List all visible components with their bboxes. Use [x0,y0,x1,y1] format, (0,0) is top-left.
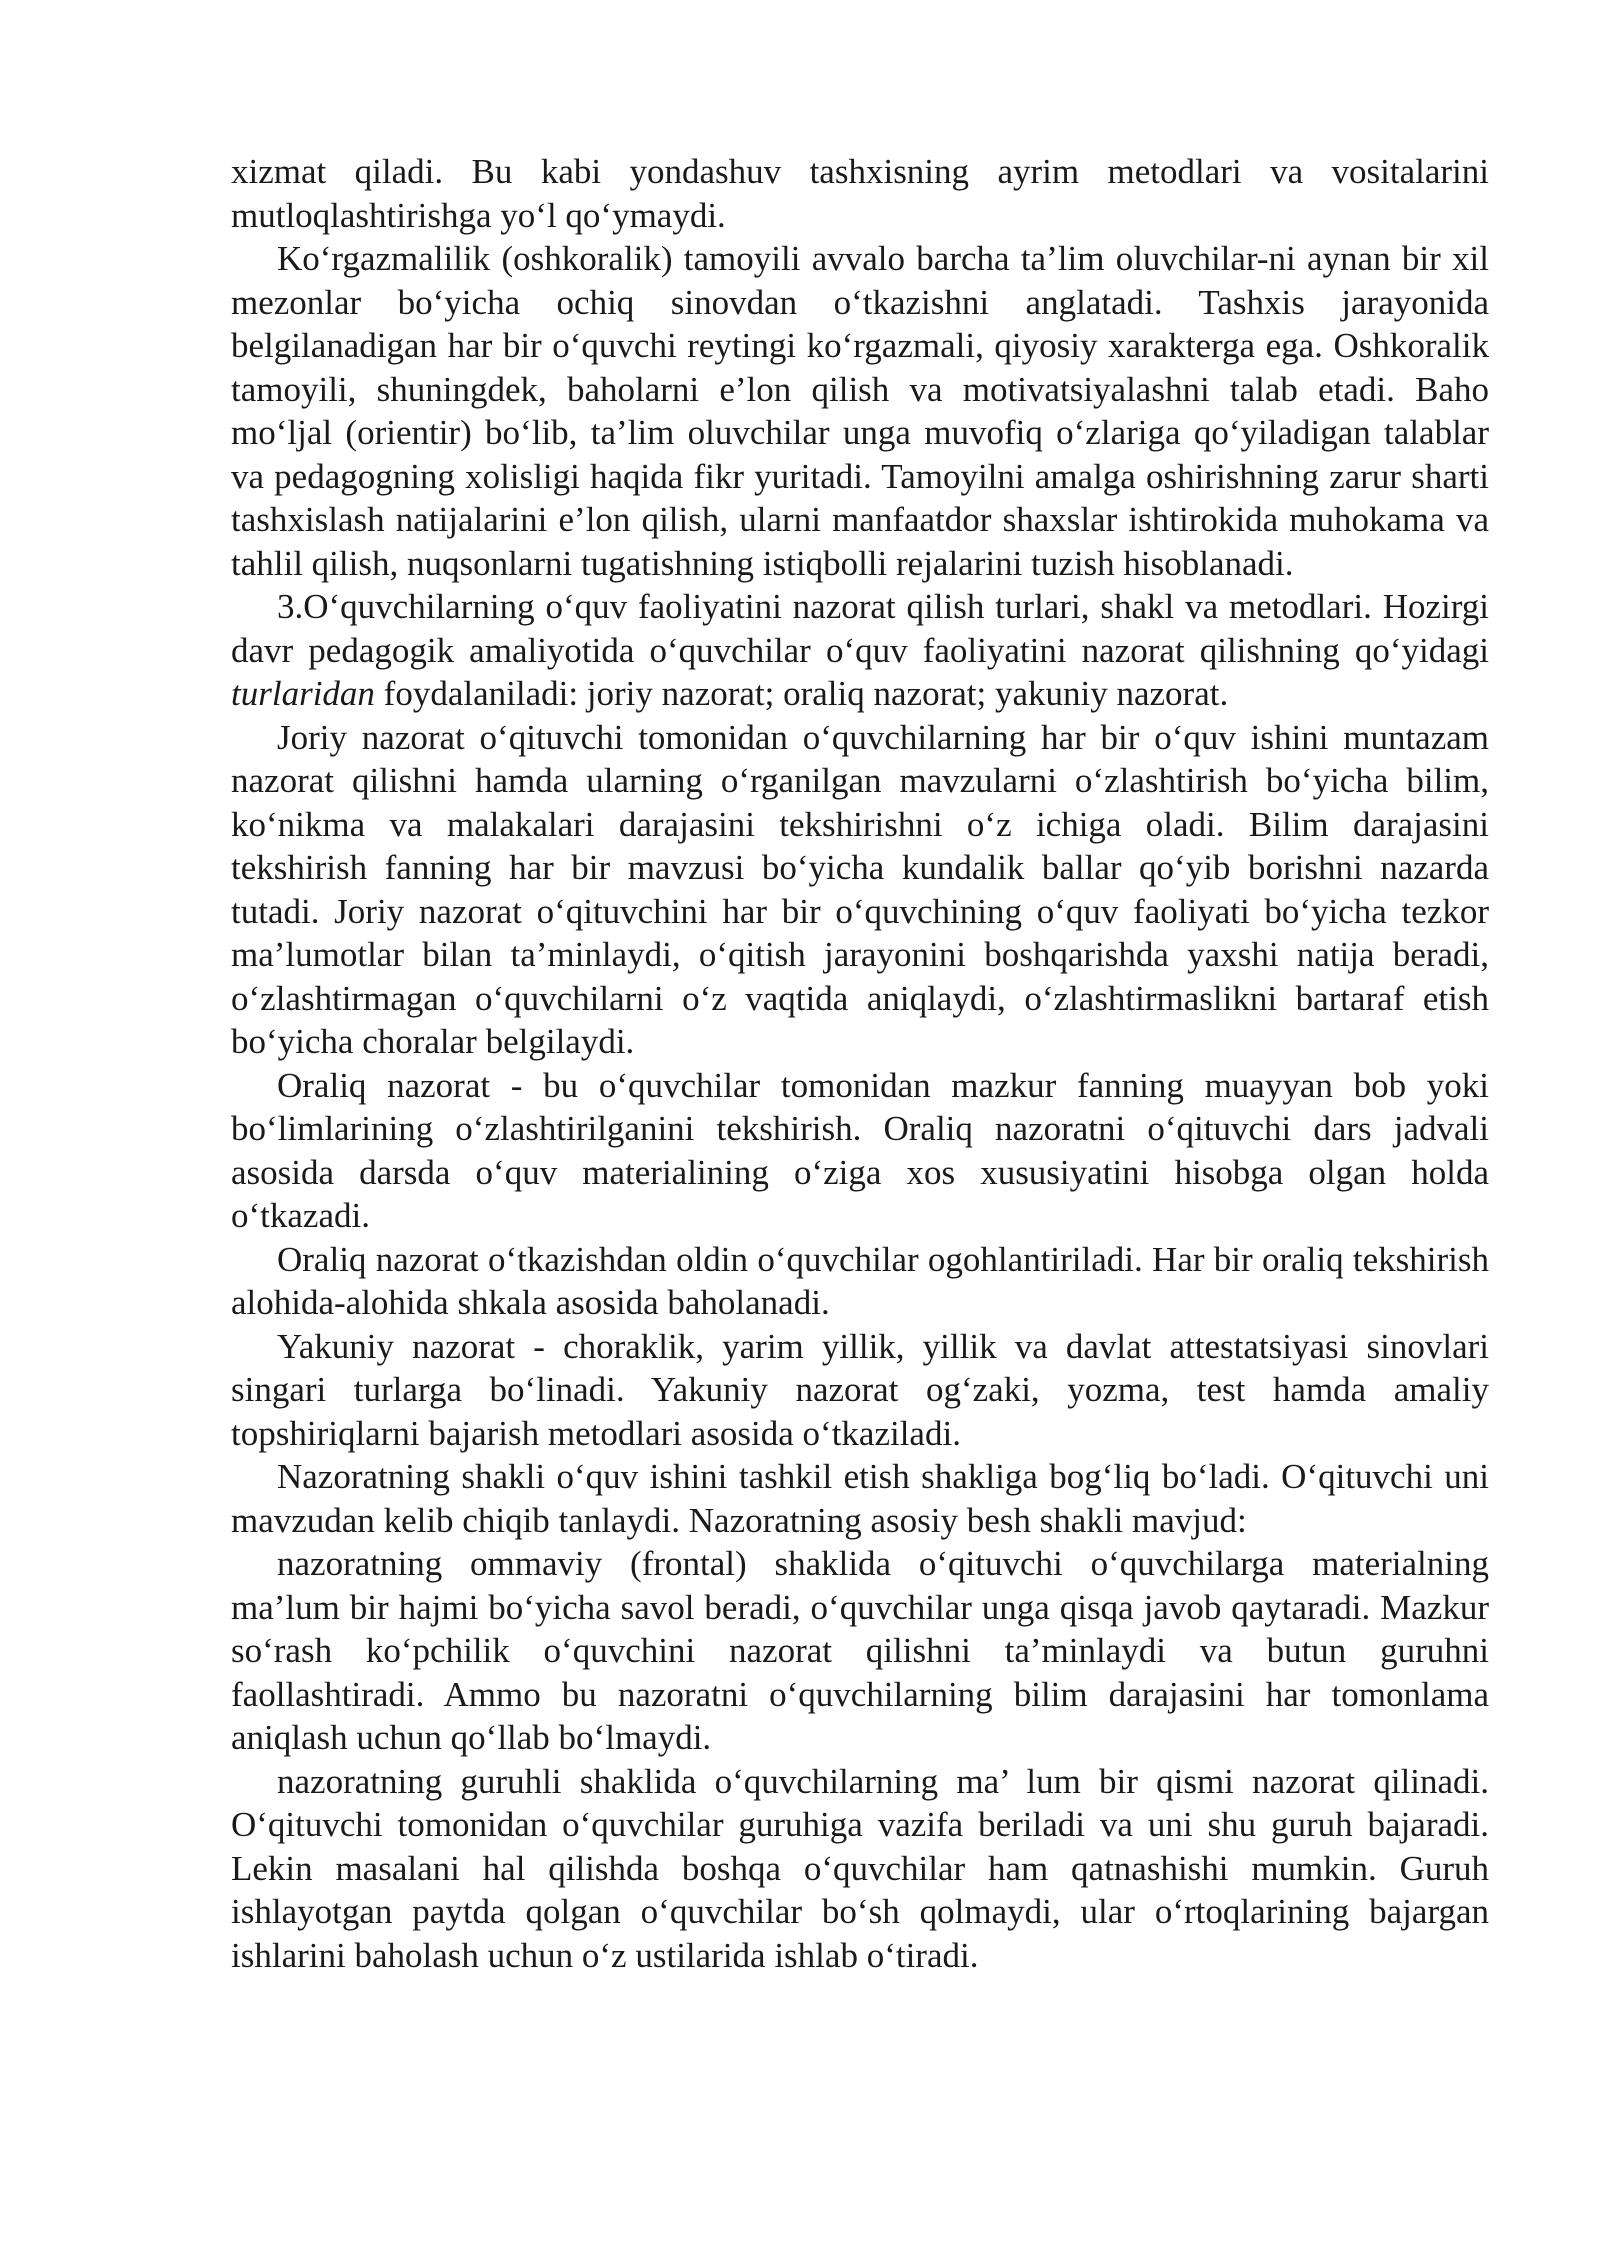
paragraph-intermediate-warning: Oraliq nazorat o‘tkazishdan oldin o‘quvchilar ogohlantiriladi. Har bir oraliq tekshirish alohida-alohida shkala asosida baholanadi. [231,1239,1489,1322]
paragraph-continuation: xizmat qiladi. Bu kabi yondashuv tashxisning ayrim metodlari va vositalarini mutloqlashtirishga yo‘l qo‘ymaydi. [231,152,1489,235]
paragraph-current-control: Joriy nazorat o‘qituvchi tomonidan o‘quvchilarning har bir o‘quv ishini muntazam nazorat qilishni hamda ularning o‘rganilgan mavzularni o‘zlashtirish bo‘yicha bilim, ko‘nikma va malakalari darajasini tekshirishni o‘z ichiga oladi. Bilim darajasini tekshirish fanning har bir mavzusi bo‘yicha kundalik ballar qo‘yib borishni nazarda tutadi. Joriy nazorat o‘qituvchini har bir o‘quvchining o‘quv faoliyati bo‘yicha tezkor ma’lumotlar bilan ta’minlaydi, o‘qitish jarayonini boshqarishda yaxshi natija beradi, o‘zlashtirmagan o‘quvchilarni o‘z vaqtida aniqlaydi, o‘zlashtirmaslikni bartaraf etish bo‘yicha choralar belgilaydi. [231,717,1489,1061]
control-types-intro: 3.O‘quvchilarning o‘quv faoliyatini nazorat qilish turlari, shakl va metodlari. Hozirgi davr pedagogik amaliyotida o‘quvchilar o‘quv faoliyatini nazorat qilishning qo‘yidagi [231,587,1489,670]
document-body [231,150,1489,1977]
paragraph-visibility-principle: Ko‘rgazmalilik (oshkoralik) tamoyili avvalo barcha ta’lim oluvchilar-ni aynan bir xil mezonlar bo‘yicha ochiq sinovdan o‘tkazishni anglatadi. Tashxis jarayonida belgilanadigan har bir o‘quvchi reytingi ko‘rgazmali, qiyosiy xarakterga ega. Oshkoralik tamoyili, shuningdek, baholarni e’lon qilish va motivatsiyalashni talab etadi. Baho mo‘ljal (orientir) bo‘lib, ta’lim oluvchilar unga muvofiq o‘zlariga qo‘yiladigan talablar va pedagogning xolisligi haqida fikr yuritadi. Tamoyilni amalga oshirishning zarur sharti tashxislash natijalarini e’lon qilish, ularni manfaatdor shaxslar ishtirokida muhokama va tahlil qilish, nuqsonlarni tugatishning istiqbolli rejalarini tuzish hisoblanadi. [231,239,1489,583]
paragraph-control-forms: Nazoratning shakli o‘quv ishini tashkil etish shakliga bog‘liq bo‘ladi. O‘qituvchi uni mavzudan kelib chiqib tanlaydi. Nazoratning asosiy besh shakli mavjud: [231,1457,1489,1540]
paragraph-intermediate-control: Oraliq nazorat - bu o‘quvchilar tomonidan mazkur fanning muayyan bob yoki bo‘limlarining o‘zlashtirilganini tekshirish. Oraliq nazoratni o‘qituvchi dars jadvali asosida darsda o‘quv materialining o‘ziga xos xususiyatini hisobga olgan holda o‘tkazadi. [231,1065,1489,1235]
italic-term: turlaridan [231,674,375,713]
paragraph-group-form: nazoratning guruhli shaklida o‘quvchilarning ma’ lum bir qismi nazorat qilinadi. O‘qituvchi tomonidan o‘quvchilar guruhiga vazifa beriladi va uni shu guruh bajaradi. Lekin masalani hal qilishda boshqa o‘quvchilar ham qatnashishi mumkin. Guruh ishlayotgan paytda qolgan o‘quvchilar bo‘sh qolmaydi, ular o‘rtoqlarining bajargan ishlarini baholash uchun o‘z ustilarida ishlab o‘tiradi. [231,1761,1489,1975]
control-types-list: foydalaniladi: joriy nazorat; oraliq nazorat; yakuniy nazorat. [374,674,1229,713]
paragraph-final-control: Yakuniy nazorat - choraklik, yarim yillik, yillik va davlat attestatsiyasi sinovlari singari turlarga bo‘linadi. Yakuniy nazorat og‘zaki, yozma, test hamda amaliy topshiriqlarni bajarish metodlari asosida o‘tkaziladi. [231,1326,1489,1453]
paragraph-control-types [231,585,1489,716]
paragraph-frontal-form: nazoratning ommaviy (frontal) shaklida o‘qituvchi o‘quvchilarga materialning ma’lum bir hajmi bo‘yicha savol beradi, o‘quvchilar unga qisqa javob qaytaradi. Mazkur so‘rash ko‘pchilik o‘quvchini nazorat qilishni ta’minlaydi va butun guruhni faollashtiradi. Ammo bu nazoratni o‘quvchilarning bilim darajasini har tomonlama aniqlash uchun qo‘llab bo‘lmaydi. [231,1544,1489,1757]
